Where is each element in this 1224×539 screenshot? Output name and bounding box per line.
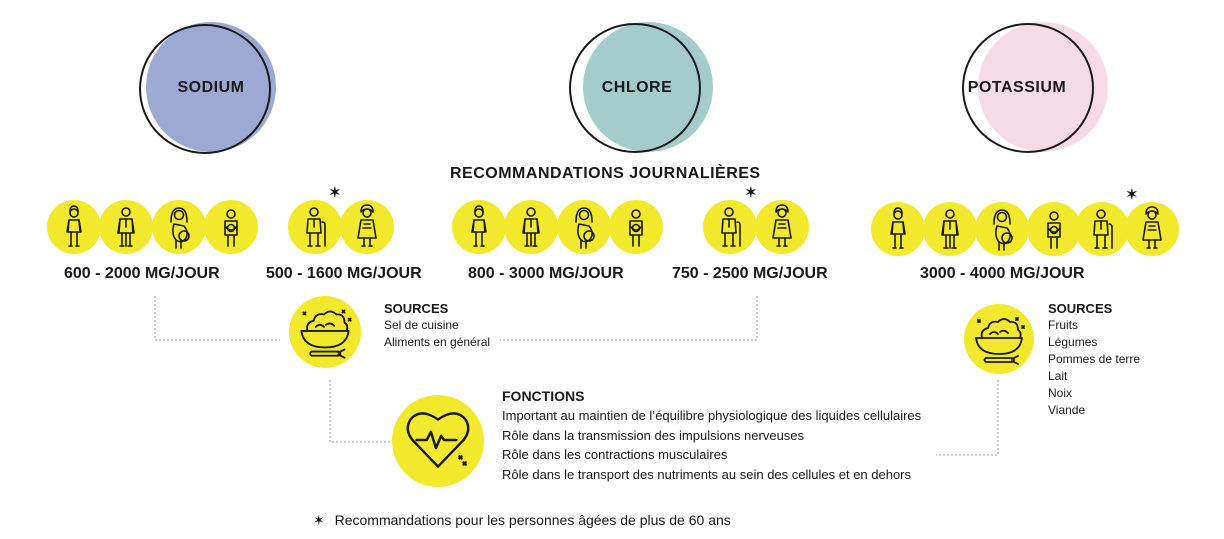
list-item: Rôle dans le transport des nutriments au sein des cellules et en dehors [502,466,912,482]
senior-star-icon: ✶ [329,184,341,200]
chlore-senior-dose: 750 - 2500 MG/JOUR [672,265,828,282]
list-item: Important au maintien de l’équilibre physiologique des liquides cellulaires [502,408,922,423]
footnote-star-icon: ✶ [313,512,325,528]
sources-list [1048,317,1140,419]
chlore-label: CHLORE [601,79,673,96]
list-item: Sel de cuisine [384,318,459,332]
potassium-label: POTASSIUM [967,79,1067,96]
heart-pulse-icon [392,395,484,487]
potassium-dose: 3000 - 4000 MG/JOUR [920,265,1085,282]
functions-heading: FONCTIONS [502,388,585,404]
list-item: Rôle dans la transmission des impulsions nerveuses [502,427,805,443]
list-item: Aliments en général [384,335,491,349]
sources-list [384,317,490,351]
sodium-adult-dose: 600 - 2000 MG/JOUR [64,265,220,282]
sources-heading: SOURCES [384,301,449,316]
daily-recommendations-title: RECOMMANDATIONS JOURNALIÈRES [450,165,761,182]
senior-star-icon: ✶ [1126,186,1138,202]
list-item: Rôle dans les contractions musculaires [502,447,728,462]
food-bowl-icon [289,296,361,368]
food-bowl-icon [964,304,1034,374]
sources-heading: SOURCES [1048,301,1113,316]
chlore-adult-dose: 800 - 3000 MG/JOUR [468,265,624,282]
list-item: Légumes [1048,335,1098,349]
senior-star-icon: ✶ [745,184,757,200]
footnote-text: Recommandations pour les personnes âgées de plus de 60 ans [334,512,731,528]
footnote [313,512,731,529]
sodium-label: SODIUM [177,79,245,96]
sodium-senior-dose: 500 - 1600 MG/JOUR [266,265,422,282]
list-item: Lait [1048,369,1068,383]
list-item: Pommes de terre [1048,352,1141,366]
list-item: Fruits [1048,318,1078,332]
list-item: Noix [1048,386,1073,400]
list-item: Viande [1048,403,1086,417]
functions-list [502,406,921,484]
